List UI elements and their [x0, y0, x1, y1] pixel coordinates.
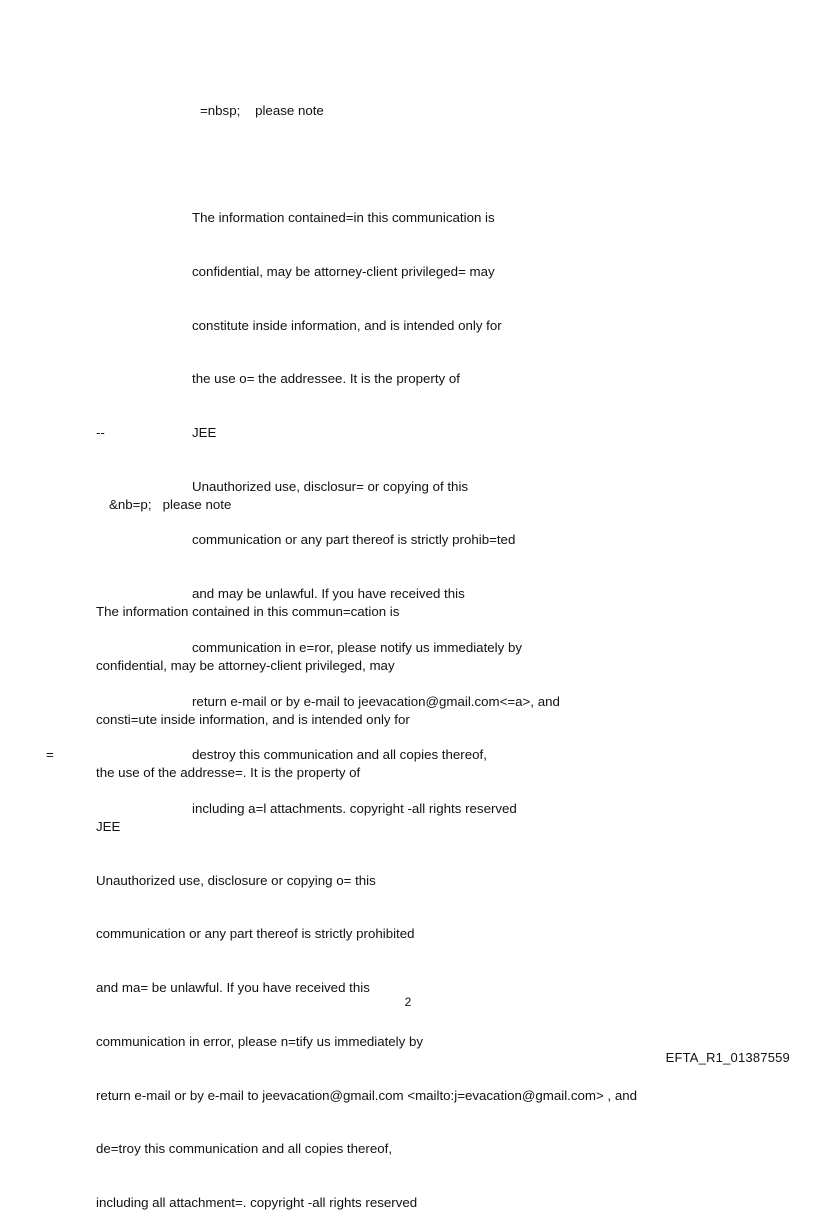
notice-line: consti=ute inside information, and is intended only for: [96, 711, 410, 727]
notice-line: including a=l attachments. copyright -all rights reserved: [192, 800, 517, 816]
please-note-line: =nbsp; please note: [200, 102, 324, 118]
trailing-equals: =: [46, 747, 54, 762]
spacer: [96, 550, 637, 568]
notice-line: Unauthorized use, disclosure or copying o= this: [96, 872, 376, 888]
spacer: [192, 156, 560, 174]
notice-line: confidential, may be attorney-client privileged= may: [192, 263, 495, 279]
notice-line: The information contained in this commun=cation is: [96, 604, 400, 620]
notice-line: communication in error, please n=tify us immediately by: [96, 1033, 424, 1049]
notice-line: de=troy this communication and all copies thereof,: [96, 1141, 393, 1157]
notice-line: destroy this communication and all copies thereof,: [192, 747, 487, 763]
notice-line: constitute inside information, and is intended only for: [192, 317, 502, 333]
notice-line: The information contained=in this communication is: [192, 210, 495, 226]
second-confidentiality-notice: [96, 460, 637, 1230]
document-id: EFTA_R1_01387559: [665, 1050, 790, 1065]
notice-line: and may be unlawful. If you have received this: [192, 586, 465, 602]
notice-line: communication or any part thereof is strictly prohibited: [96, 926, 415, 942]
page-number: 2: [404, 995, 412, 1009]
notice-line: the use o= the addressee. It is the property of: [192, 371, 460, 387]
notice-line: including all attachment=. copyright -all rights reserved: [96, 1194, 418, 1210]
notice-line: return e-mail or by e-mail to jeevacation@gmail.com <mailto:j=evacation@gmail.com> , and: [96, 1087, 638, 1103]
notice-line: Unauthorized use, disclosur= or copying of this: [192, 478, 469, 494]
notice-line: communication in e=ror, please notify us immediately by: [192, 639, 522, 655]
notice-line: JEE: [192, 425, 217, 441]
notice-line: and ma= be unlawful. If you have received this: [96, 980, 370, 996]
notice-line: communication or any part thereof is strictly prohib=ted: [192, 532, 516, 548]
notice-line: JEE: [96, 819, 121, 835]
please-note-line: &nb=p; please note: [109, 496, 232, 512]
notice-line: confidential, may be attorney-client privileged, may: [96, 657, 395, 673]
notice-line: the use of the addresse=. It is the property of: [96, 765, 361, 781]
notice-line: return e-mail or by e-mail to jeevacation@gmail.com<=a>, and: [192, 693, 560, 709]
signature-separator: --: [96, 425, 105, 440]
